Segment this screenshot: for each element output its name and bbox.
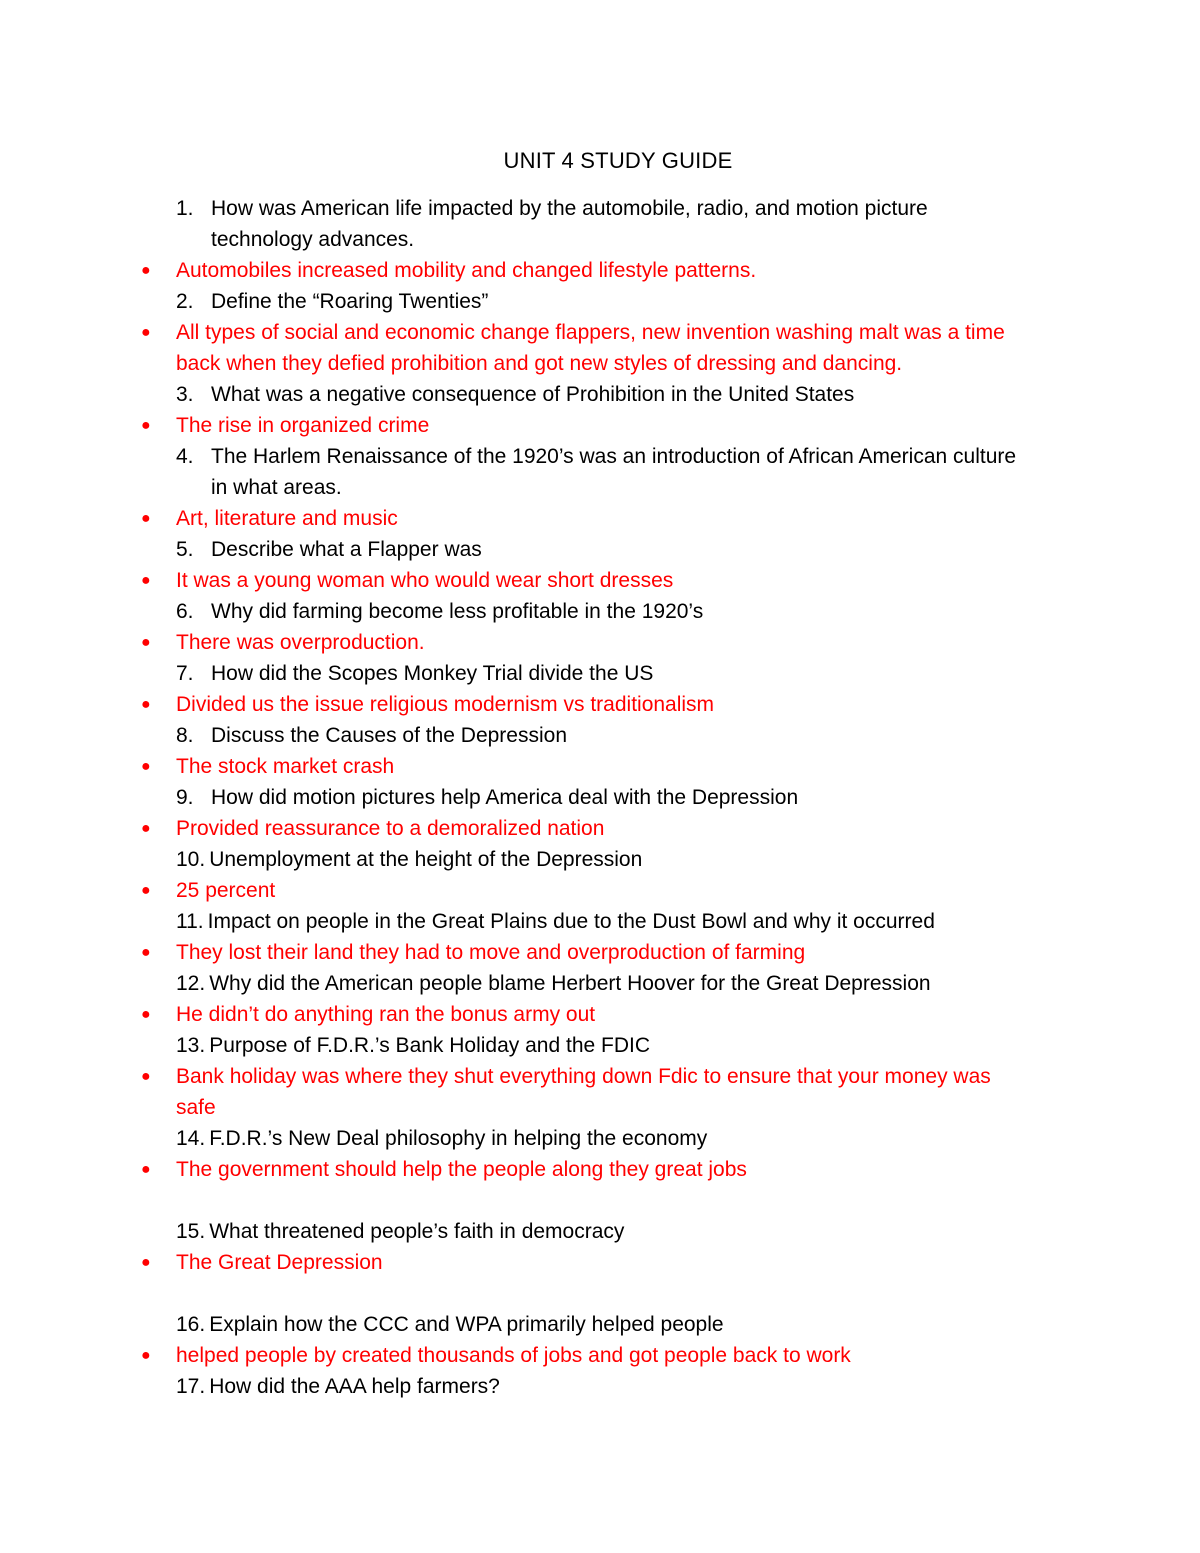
question-number: 4. <box>176 445 194 468</box>
question-item <box>0 1216 1200 1247</box>
answer-text: 25 percent <box>176 879 276 902</box>
question-text: Why did farming become less profitable in the 1920’s <box>211 600 704 623</box>
answer-text: back when they defied prohibition and got new styles of dressing and dancing. <box>176 352 903 375</box>
answer-item <box>0 255 1200 286</box>
bullet-dot-icon: ● <box>141 758 151 775</box>
bullet-dot-icon: ● <box>141 510 151 527</box>
question-item <box>0 968 1200 999</box>
answer-text: Divided us the issue religious modernism vs traditionalism <box>176 693 715 716</box>
answer-continuation <box>0 1092 1200 1123</box>
answer-text: safe <box>176 1096 216 1119</box>
question-number: 11. <box>176 910 204 933</box>
question-number: 3. <box>176 383 194 406</box>
bullet-dot-icon: ● <box>141 1254 151 1271</box>
answer-item <box>0 999 1200 1030</box>
answer-item <box>0 751 1200 782</box>
question-text: How was American life impacted by the automobile, radio, and motion picture <box>211 197 928 220</box>
question-text: How did the Scopes Monkey Trial divide the US <box>211 662 654 685</box>
answer-item <box>0 410 1200 441</box>
answer-text: Bank holiday was where they shut everything down Fdic to ensure that your money was <box>176 1065 991 1088</box>
question-text: in what areas. <box>211 476 342 499</box>
question-item <box>0 844 1200 875</box>
blank-line <box>0 1278 1200 1309</box>
question-text: Discuss the Causes of the Depression <box>211 724 568 747</box>
question-item <box>0 286 1200 317</box>
question-text: Impact on people in the Great Plains due to the Dust Bowl and why it occurred <box>207 910 935 933</box>
question-number: 16. <box>176 1313 206 1336</box>
question-item <box>0 782 1200 813</box>
answer-item <box>0 1061 1200 1092</box>
question-text: technology advances. <box>211 228 415 251</box>
answer-text: Automobiles increased mobility and changed lifestyle patterns. <box>176 259 757 282</box>
answer-item <box>0 813 1200 844</box>
answer-item <box>0 627 1200 658</box>
question-text: Describe what a Flapper was <box>211 538 482 561</box>
question-item <box>0 1371 1200 1402</box>
answer-item <box>0 565 1200 596</box>
answer-item <box>0 317 1200 348</box>
answer-text: The stock market crash <box>176 755 395 778</box>
question-text: The Harlem Renaissance of the 1920’s was an introduction of African American culture <box>211 445 1017 468</box>
question-item <box>0 1123 1200 1154</box>
question-number: 5. <box>176 538 194 561</box>
question-item <box>0 534 1200 565</box>
bullet-dot-icon: ● <box>141 1006 151 1023</box>
question-number: 17. <box>176 1375 206 1398</box>
question-item <box>0 193 1200 224</box>
question-continuation <box>0 472 1200 503</box>
bullet-dot-icon: ● <box>141 1161 151 1178</box>
question-text: Explain how the CCC and WPA primarily helped people <box>209 1313 724 1336</box>
bullet-dot-icon: ● <box>141 1068 151 1085</box>
page-title: UNIT 4 STUDY GUIDE <box>503 148 733 173</box>
bullet-dot-icon: ● <box>141 262 151 279</box>
question-continuation <box>0 224 1200 255</box>
question-text: Purpose of F.D.R.’s Bank Holiday and the FDIC <box>209 1034 651 1057</box>
question-number: 1. <box>176 197 194 220</box>
bullet-dot-icon: ● <box>141 944 151 961</box>
question-item <box>0 1309 1200 1340</box>
answer-text: The rise in organized crime <box>176 414 430 437</box>
question-number: 8. <box>176 724 194 747</box>
answer-continuation <box>0 348 1200 379</box>
answer-text: It was a young woman who would wear short dresses <box>176 569 674 592</box>
answer-text: Art, literature and music <box>176 507 398 530</box>
answer-item <box>0 689 1200 720</box>
question-number: 14. <box>176 1127 206 1150</box>
answer-item <box>0 1340 1200 1371</box>
answer-item <box>0 937 1200 968</box>
question-number: 2. <box>176 290 194 313</box>
question-text: How did the AAA help farmers? <box>209 1375 500 1398</box>
question-text: F.D.R.’s New Deal philosophy in helping the economy <box>209 1127 708 1150</box>
question-text: What was a negative consequence of Prohibition in the United States <box>211 383 855 406</box>
question-text: Why did the American people blame Herbert Hoover for the Great Depression <box>209 972 931 995</box>
answer-item <box>0 1154 1200 1185</box>
question-item <box>0 658 1200 689</box>
answer-text: There was overproduction. <box>176 631 425 654</box>
question-item <box>0 596 1200 627</box>
answer-text: He didn’t do anything ran the bonus army out <box>176 1003 596 1026</box>
answer-text: All types of social and economic change flappers, new invention washing malt was a time <box>176 321 1005 344</box>
answer-text: The Great Depression <box>176 1251 383 1274</box>
blank-line <box>0 1185 1200 1216</box>
bullet-dot-icon: ● <box>141 417 151 434</box>
question-item <box>0 720 1200 751</box>
answer-item <box>0 1247 1200 1278</box>
question-number: 10. <box>176 848 206 871</box>
question-item <box>0 1030 1200 1061</box>
bullet-dot-icon: ● <box>141 696 151 713</box>
bullet-dot-icon: ● <box>141 324 151 341</box>
answer-text: helped people by created thousands of jobs and got people back to work <box>176 1344 851 1367</box>
question-number: 15. <box>176 1220 206 1243</box>
question-item <box>0 379 1200 410</box>
question-number: 12. <box>176 972 206 995</box>
question-number: 9. <box>176 786 194 809</box>
question-item <box>0 906 1200 937</box>
bullet-dot-icon: ● <box>141 882 151 899</box>
question-item <box>0 441 1200 472</box>
question-number: 13. <box>176 1034 206 1057</box>
question-text: Define the “Roaring Twenties” <box>211 290 489 313</box>
bullet-dot-icon: ● <box>141 572 151 589</box>
answer-text: They lost their land they had to move and overproduction of farming <box>176 941 806 964</box>
question-number: 7. <box>176 662 194 685</box>
answer-text: The government should help the people along they great jobs <box>176 1158 747 1181</box>
bullet-dot-icon: ● <box>141 634 151 651</box>
answer-item <box>0 503 1200 534</box>
question-text: What threatened people’s faith in democracy <box>209 1220 625 1243</box>
answer-text: Provided reassurance to a demoralized nation <box>176 817 605 840</box>
question-text: Unemployment at the height of the Depression <box>209 848 643 871</box>
bullet-dot-icon: ● <box>141 820 151 837</box>
question-text: How did motion pictures help America deal with the Depression <box>211 786 799 809</box>
study-guide-list <box>0 193 1200 1402</box>
answer-item <box>0 875 1200 906</box>
bullet-dot-icon: ● <box>141 1347 151 1364</box>
question-number: 6. <box>176 600 194 623</box>
